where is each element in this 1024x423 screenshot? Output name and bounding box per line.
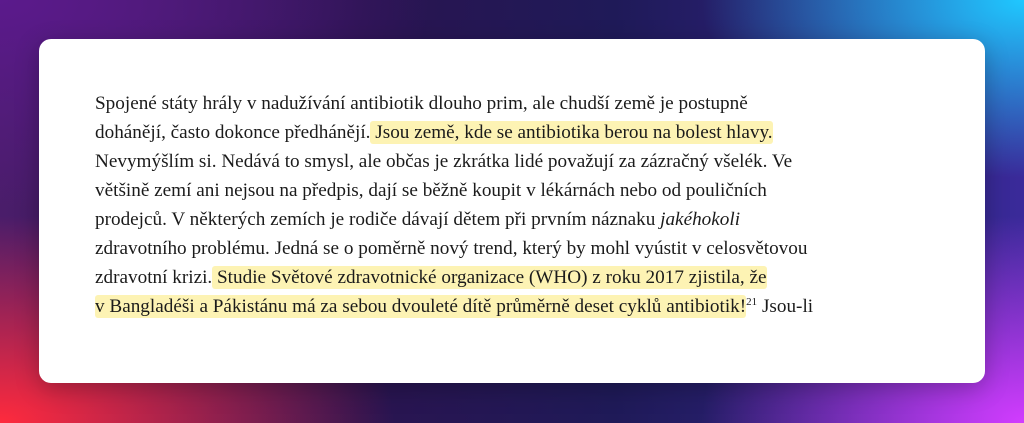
text-line-3: Nevymýšlím si. Nedává to smysl, ale občas je zkrátka lidé považují za zázračný všelék. Ve <box>95 151 793 172</box>
text-line-1: Spojené státy hrály v nadužívání antibiotik dlouho prim, ale chudší země je postupně <box>95 93 748 114</box>
text-card <box>39 39 985 383</box>
book-excerpt <box>95 89 935 321</box>
text-line-7 <box>95 263 935 292</box>
emphasized-word: jakéhokoli <box>660 209 741 230</box>
text-line-4: většině zemí ani nejsou na předpis, dají se běžně koupit v lékárnách nebo od pouličních <box>95 180 767 201</box>
text-line-5 <box>95 205 935 234</box>
highlighted-text: Studie Světové zdravotnické organizace (WHO) z roku 2017 zjistila, že <box>212 267 767 288</box>
text-line-6: zdravotního problému. Jedná se o poměrně nový trend, který by mohl vyústit v celosvětovou <box>95 238 808 259</box>
text-segment: prodejců. V některých zemích je rodiče dávají dětem při prvním náznaku <box>95 209 661 230</box>
highlighted-text: v Bangladéši a Pákistánu má za sebou dvouleté dítě průměrně deset cyklů antibiotik! <box>95 296 747 317</box>
footnote-marker[interactable]: 21 <box>746 296 758 308</box>
highlighted-text: Jsou země, kde se antibiotika berou na bolest hlavy. <box>370 122 773 143</box>
text-segment: dohánějí, často dokonce předhánějí. <box>95 122 371 143</box>
text-line-2 <box>95 118 935 147</box>
text-segment: Jsou-li <box>757 296 814 317</box>
text-line-8 <box>95 292 935 321</box>
text-segment: zdravotní krizi. <box>95 267 213 288</box>
